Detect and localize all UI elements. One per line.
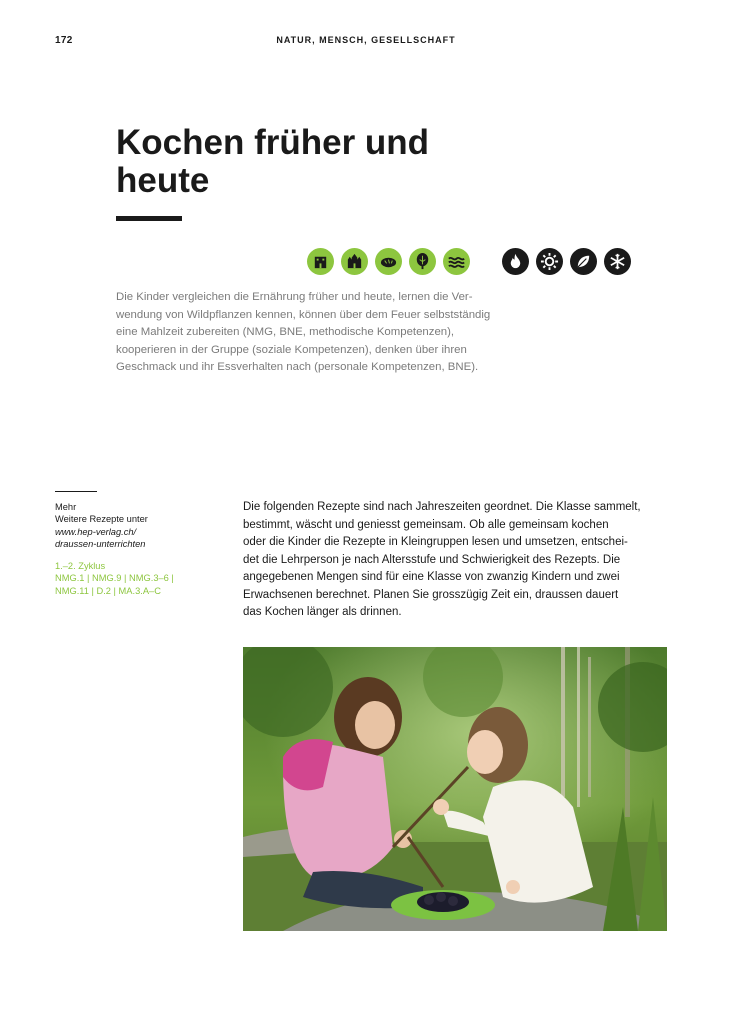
season-icon-row — [502, 248, 631, 275]
intro-paragraph — [116, 289, 536, 377]
sun-icon — [536, 248, 563, 275]
body-line: bestimmt, wäscht und geniesst gemeinsam. Ob alle gemeinsam kochen — [243, 518, 609, 531]
intro-line: Die Kinder vergleichen die Ernährung früher und heute, lernen die Ver- — [116, 291, 473, 303]
snowflake-icon — [604, 248, 631, 275]
tree-icon — [409, 248, 436, 275]
link-line-2[interactable]: draussen-unterrichten — [55, 538, 146, 549]
body-line: Die folgenden Rezepte sind nach Jahreszeiten geordnet. Die Klasse sammelt, — [243, 501, 641, 513]
leaf-icon — [570, 248, 597, 275]
title-line-2: heute — [116, 161, 210, 200]
intro-line: eine Mahlzeit zubereiten (NMG, BNE, methodische Kompetenzen), — [116, 326, 455, 338]
photo-children-cooking — [243, 647, 667, 931]
fire-icon — [502, 248, 529, 275]
intro-line: kooperieren in der Gruppe (soziale Kompetenzen), denken über ihren — [116, 343, 467, 356]
more-label: Mehr — [55, 502, 77, 512]
page-title — [116, 124, 536, 200]
intro-line: Geschmack und ihr Essverhalten nach (personale Kompetenzen, BNE). — [116, 361, 479, 373]
body-paragraph — [243, 499, 667, 622]
link-line-1[interactable]: www.hep-verlag.ch/ — [55, 526, 137, 537]
title-rule — [116, 216, 182, 221]
body-line: Erwachsenen berechnet. Planen Sie grosszügig Zeit ein, draussen dauert — [243, 588, 619, 601]
body-line: das Kochen länger als drinnen. — [243, 606, 402, 618]
green-icon-row — [307, 248, 470, 275]
sidebar-note — [55, 501, 215, 597]
body-line: oder die Kinder die Rezepte in Kleingruppen lesen und umsetzen, entschei- — [243, 536, 628, 548]
recipes-link[interactable] — [55, 526, 215, 551]
body-line: det die Lehrperson je nach Altersstufe und Schwierigkeit des Rezepts. Die — [243, 553, 621, 566]
water-icon — [443, 248, 470, 275]
page-number: 172 — [55, 35, 73, 46]
sidebar-rule — [55, 491, 97, 492]
bread-icon — [375, 248, 402, 275]
castle-icon — [341, 248, 368, 275]
building-icon — [307, 248, 334, 275]
intro-line: wendung von Wildpflanzen kennen, können über dem Feuer selbstständig — [116, 308, 491, 321]
curriculum-refs-line-1: NMG.1 | NMG.9 | NMG.3–6 | — [55, 573, 174, 584]
running-head: NATUR, MENSCH, GESELLSCHAFT — [276, 35, 456, 45]
curriculum-refs-line-2: NMG.11 | D.2 | MA.3.A–C — [55, 585, 161, 596]
recipes-label: Weitere Rezepte unter — [55, 514, 148, 525]
cycle-label: 1.–2. Zyklus — [55, 561, 106, 572]
body-line: angegebenen Mengen sind für eine Klasse von zwanzig Kindern und zwei — [243, 571, 620, 583]
title-line-1: Kochen früher und — [116, 123, 430, 162]
